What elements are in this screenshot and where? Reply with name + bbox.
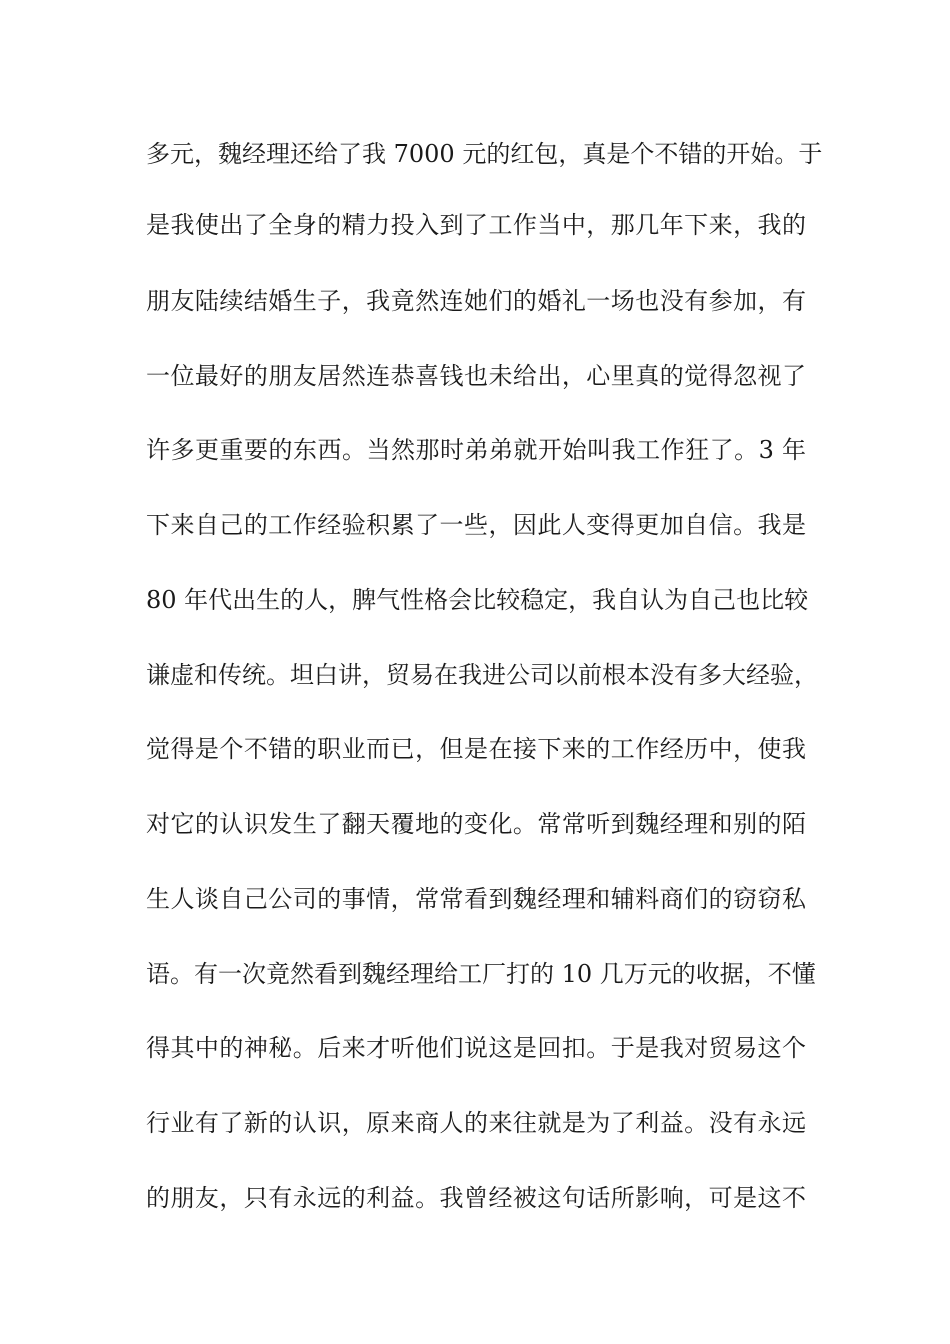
- paragraph-line: 得其中的神秘。后来才听他们说这是回扣。于是我对贸易这个: [146, 1034, 806, 1062]
- paragraph-line: 下来自己的工作经验积累了一些，因此人变得更加自信。我是: [146, 511, 806, 539]
- paragraph-line: 的朋友，只有永远的利益。我曾经被这句话所影响，可是这不: [146, 1184, 806, 1212]
- paragraph-line: 语。有一次竟然看到魏经理给工厂打的 10 几万元的收据，不懂: [146, 960, 816, 988]
- paragraph-line: 朋友陆续结婚生子，我竟然连她们的婚礼一场也没有参加，有: [146, 287, 806, 315]
- paragraph-line: 行业有了新的认识，原来商人的来往就是为了利益。没有永远: [146, 1109, 806, 1137]
- paragraph-line: 80 年代出生的人，脾气性格会比较稳定，我自认为自己也比较: [146, 586, 809, 614]
- paragraph-line: 觉得是个不错的职业而已，但是在接下来的工作经历中，使我: [146, 735, 806, 763]
- paragraph-line: 多元，魏经理还给了我 7000 元的红包，真是个不错的开始。于: [146, 140, 823, 168]
- paragraph-line: 许多更重要的东西。当然那时弟弟就开始叫我工作狂了。3 年: [146, 436, 806, 464]
- paragraph-line: 生人谈自己公司的事情，常常看到魏经理和辅料商们的窃窃私: [146, 885, 806, 913]
- paragraph-line: 是我使出了全身的精力投入到了工作当中，那几年下来，我的: [146, 211, 806, 239]
- paragraph-line: 对它的认识发生了翻天覆地的变化。常常听到魏经理和别的陌: [146, 810, 806, 838]
- paragraph-line: 谦虚和传统。坦白讲，贸易在我进公司以前根本没有多大经验，: [146, 661, 818, 689]
- paragraph-line: 一位最好的朋友居然连恭喜钱也未给出，心里真的觉得忽视了: [146, 362, 806, 390]
